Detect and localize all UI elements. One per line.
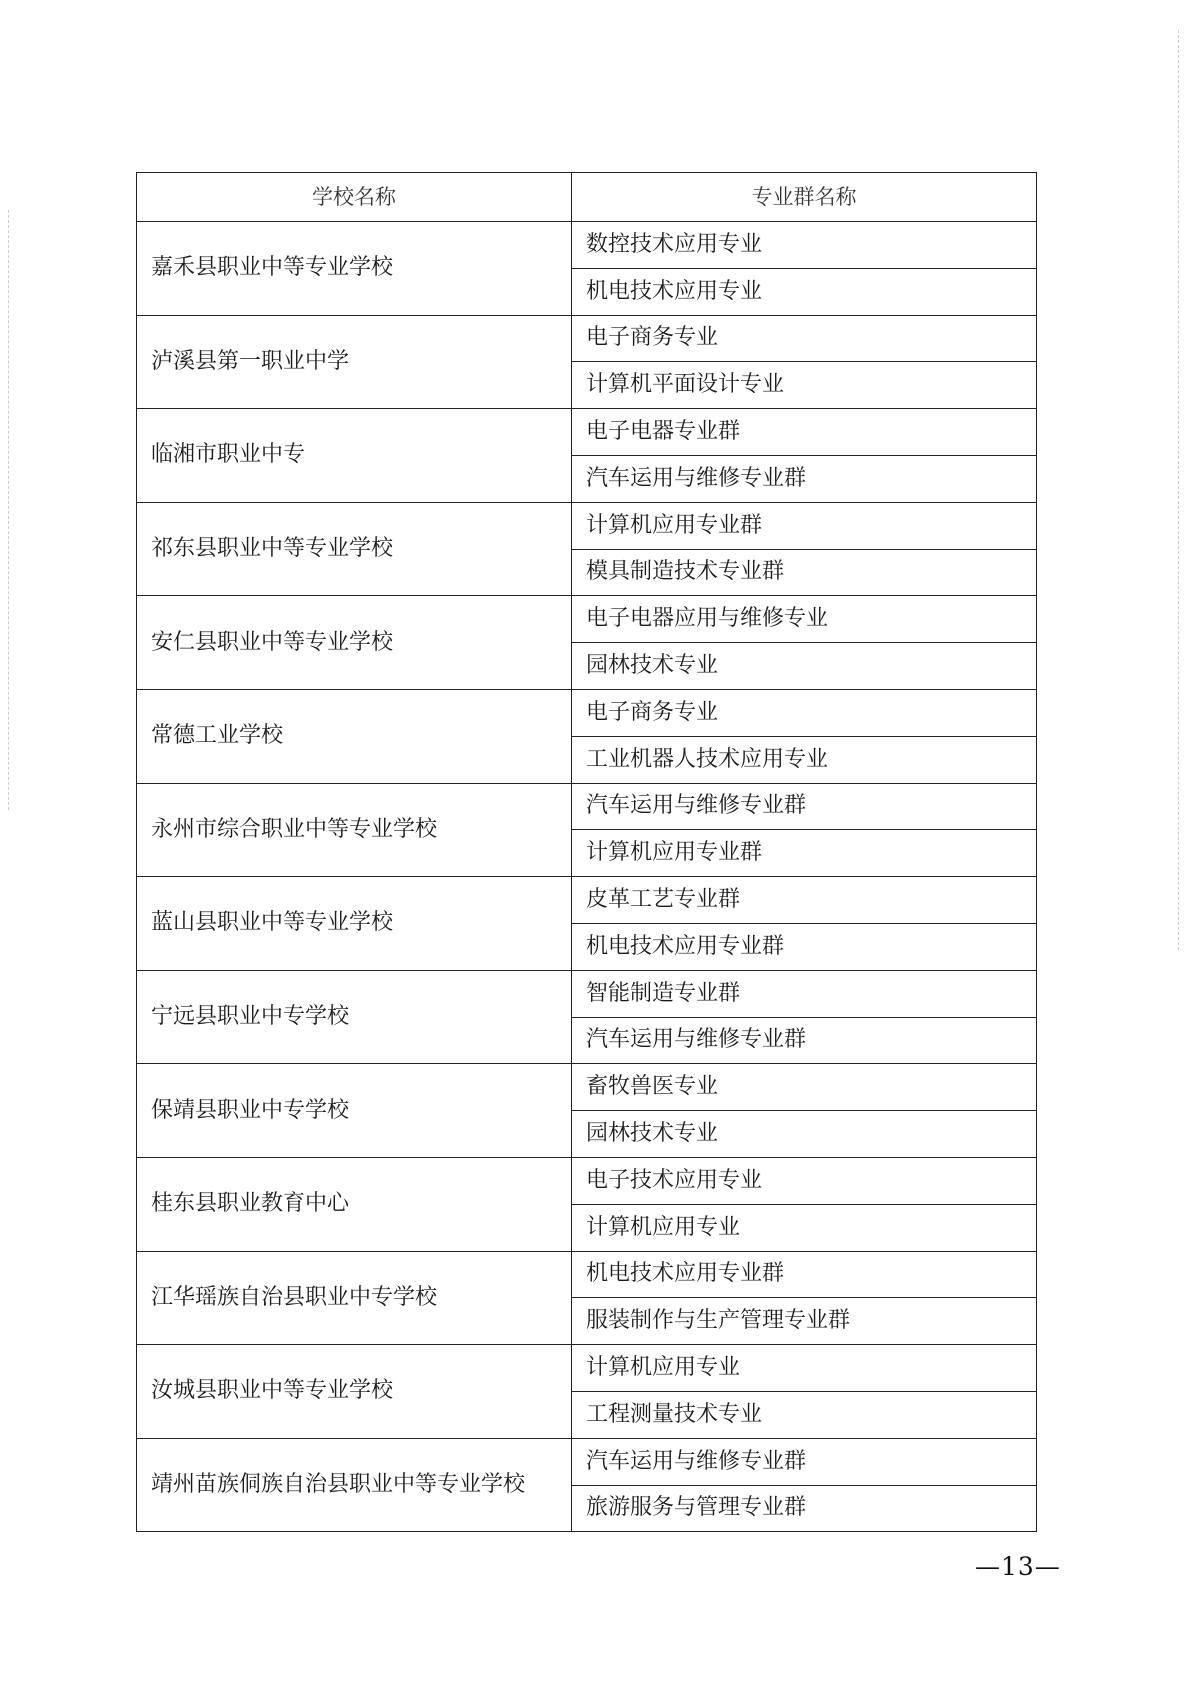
major-group-cell: 模具制造技术专业群	[572, 549, 1037, 596]
table-row	[137, 1345, 1037, 1392]
table-row	[137, 1438, 1037, 1485]
header-major-group-name: 专业群名称	[572, 173, 1037, 222]
major-group-cell: 服装制作与生产管理专业群	[572, 1298, 1037, 1345]
table-row	[137, 502, 1037, 549]
school-name-cell: 常德工业学校	[137, 689, 572, 783]
major-group-cell: 机电技术应用专业群	[572, 1251, 1037, 1298]
school-name-cell: 临湘市职业中专	[137, 409, 572, 503]
binding-margin-mark-right	[1178, 30, 1180, 950]
major-group-cell: 工程测量技术专业	[572, 1391, 1037, 1438]
table-row	[137, 315, 1037, 362]
school-major-table	[136, 172, 1037, 1532]
table-row	[137, 222, 1037, 269]
major-group-cell: 电子电器专业群	[572, 409, 1037, 456]
major-group-cell: 旅游服务与管理专业群	[572, 1485, 1037, 1532]
major-group-cell: 园林技术专业	[572, 1111, 1037, 1158]
school-name-cell: 汝城县职业中等专业学校	[137, 1345, 572, 1439]
table-row	[137, 689, 1037, 736]
major-group-cell: 汽车运用与维修专业群	[572, 1438, 1037, 1485]
table-row	[137, 783, 1037, 830]
major-group-cell: 智能制造专业群	[572, 970, 1037, 1017]
table-header-row	[137, 173, 1037, 222]
major-group-cell: 汽车运用与维修专业群	[572, 783, 1037, 830]
major-group-cell: 汽车运用与维修专业群	[572, 455, 1037, 502]
school-name-cell: 永州市综合职业中等专业学校	[137, 783, 572, 877]
school-name-cell: 嘉禾县职业中等专业学校	[137, 222, 572, 316]
school-name-cell: 泸溪县第一职业中学	[137, 315, 572, 409]
major-group-cell: 园林技术专业	[572, 643, 1037, 690]
major-group-cell: 计算机应用专业	[572, 1345, 1037, 1392]
major-group-cell: 汽车运用与维修专业群	[572, 1017, 1037, 1064]
major-group-cell: 电子商务专业	[572, 315, 1037, 362]
school-name-cell: 靖州苗族侗族自治县职业中等专业学校	[137, 1438, 572, 1532]
school-name-cell: 桂东县职业教育中心	[137, 1157, 572, 1251]
header-school-name: 学校名称	[137, 173, 572, 222]
major-group-cell: 计算机应用专业群	[572, 830, 1037, 877]
table-row	[137, 1064, 1037, 1111]
table-row	[137, 970, 1037, 1017]
major-group-cell: 机电技术应用专业	[572, 268, 1037, 315]
table-row	[137, 877, 1037, 924]
page-number: —13—	[975, 1552, 1061, 1581]
major-group-cell: 电子电器应用与维修专业	[572, 596, 1037, 643]
table-row	[137, 409, 1037, 456]
table-row	[137, 1251, 1037, 1298]
major-group-cell: 计算机平面设计专业	[572, 362, 1037, 409]
major-group-cell: 皮革工艺专业群	[572, 877, 1037, 924]
table-row	[137, 596, 1037, 643]
major-group-cell: 电子技术应用专业	[572, 1157, 1037, 1204]
school-name-cell: 宁远县职业中专学校	[137, 970, 572, 1064]
school-name-cell: 安仁县职业中等专业学校	[137, 596, 572, 690]
table-row	[137, 1157, 1037, 1204]
major-group-cell: 电子商务专业	[572, 689, 1037, 736]
major-group-cell: 畜牧兽医专业	[572, 1064, 1037, 1111]
school-name-cell: 江华瑶族自治县职业中专学校	[137, 1251, 572, 1345]
major-group-cell: 数控技术应用专业	[572, 222, 1037, 269]
major-group-cell: 机电技术应用专业群	[572, 923, 1037, 970]
binding-margin-mark-left	[8, 210, 10, 810]
school-name-cell: 祁东县职业中等专业学校	[137, 502, 572, 596]
table-body	[137, 222, 1037, 1532]
major-group-cell: 工业机器人技术应用专业	[572, 736, 1037, 783]
major-group-cell: 计算机应用专业群	[572, 502, 1037, 549]
school-name-cell: 蓝山县职业中等专业学校	[137, 877, 572, 971]
school-name-cell: 保靖县职业中专学校	[137, 1064, 572, 1158]
major-group-cell: 计算机应用专业	[572, 1204, 1037, 1251]
